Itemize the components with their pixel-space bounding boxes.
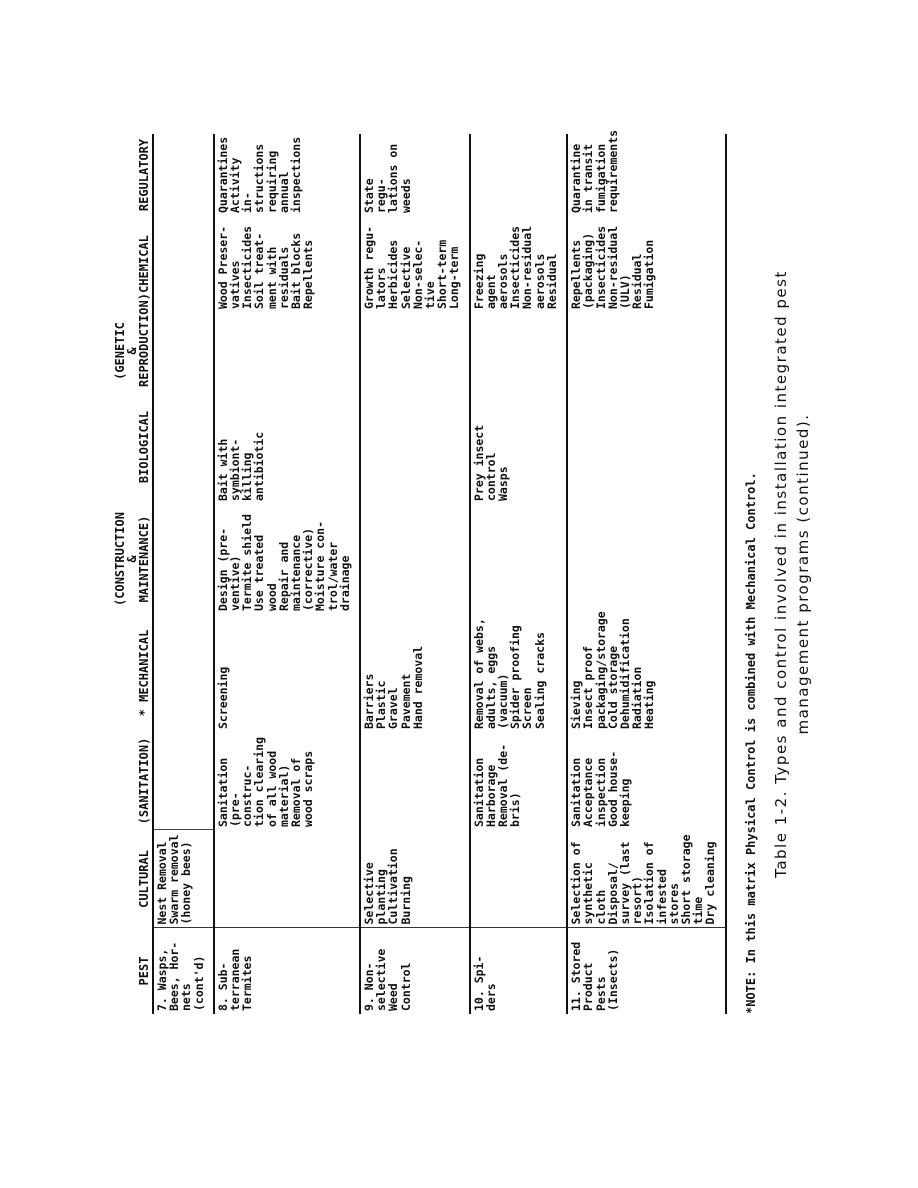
cell-genetic (360, 312, 470, 390)
footnote: *NOTE: In this matrix Physical Control is combined with Mechanical Control. (744, 472, 758, 1014)
caption-line-1: Table 1-2. Types and control involved in installation integrated pest (772, 270, 790, 878)
cell-chemical: Growth regu- lators Herbicides Selective Non-selec- tive Short-term Long-term (360, 216, 470, 312)
cell-regulatory (470, 134, 567, 216)
header-pest: PEST (114, 928, 153, 1014)
cell-construction (567, 504, 725, 614)
cell-construction: Design (pre- ventive) Termite shield Use treated wood Repair and maintenance (corrective) Moisture con- trol/water drainage (214, 504, 360, 614)
cell-chemical: Repellents (packaging) Insecticides Non-residual (ULV) Residual Fumigation (567, 216, 725, 312)
cell-genetic (567, 312, 725, 390)
header-biological: BIOLOGICAL (114, 390, 153, 504)
header-cultural: CULTURAL (114, 830, 153, 928)
table-caption (770, 134, 814, 1014)
cell-biological (153, 390, 214, 504)
cell-mechanical: Sieving Insect proof packaging/storage Cold storage Dehumidification Radiation Heating (567, 614, 725, 732)
cell-sanitation: Sanitation Harborage Removal (de- bris) (470, 732, 567, 830)
cell-mechanical: Barriers Plastic Gravel Pavement Hand removal (360, 614, 470, 732)
cell-genetic (470, 312, 567, 390)
table-row (567, 134, 725, 1014)
caption-line-2: management programs (continued). (794, 413, 812, 735)
cell-chemical: Wood Preser- vatives Insecticides Soil treat- ment with residuals Bait blocks Repellents (214, 216, 360, 312)
table-row (360, 134, 470, 1014)
control-matrix-table (113, 129, 727, 1014)
cell-genetic (153, 312, 214, 390)
cell-biological (360, 390, 470, 504)
cell-construction (470, 504, 567, 614)
cell-genetic (214, 312, 360, 390)
cell-pest: 9. Non- selective Weed Control (360, 928, 470, 1014)
table-row (153, 134, 214, 1014)
cell-mechanical: Screening (214, 614, 360, 732)
table-row (214, 134, 360, 1014)
header-construction: (CONSTRUCTION & MAINTENANCE) (114, 504, 153, 614)
cell-biological: Bait with symbiont-killing antibiotic (214, 390, 360, 504)
cell-construction (360, 504, 470, 614)
cell-chemical (153, 216, 214, 312)
header-chemical: CHEMICAL (114, 216, 153, 312)
table-row (470, 134, 567, 1014)
cell-sanitation (153, 732, 214, 830)
cell-cultural: Selective planting Cultivation Burning (360, 830, 470, 928)
cell-construction (153, 504, 214, 614)
cell-mechanical: Removal of webs, adults, eggs (vacuum) Spider proofing Screen Sealing cracks (470, 614, 567, 732)
cell-sanitation: Sanitation Acceptance inspection Good house- keeping (567, 732, 725, 830)
cell-mechanical (153, 614, 214, 732)
cell-pest: 8. Sub- terranean Termites (214, 928, 360, 1014)
cell-cultural (214, 830, 360, 928)
cell-pest: 10. Spi- ders (470, 928, 567, 1014)
header-sanitation: (SANITATION) (114, 732, 153, 830)
cell-cultural: Selection of synthetic cloth Disposal/ survey (last resort) Isolation of infested stores Short storage time Dry cleaning (567, 830, 725, 928)
cell-pest: 7. Wasps, Bees, Hor- nets (cont'd) (153, 928, 214, 1014)
cell-sanitation: Sanitation (pre-construc- tion clearing of all wood material) Removal of wood scraps (214, 732, 360, 830)
cell-regulatory: Quarantine in transit fumigation requirements (567, 134, 725, 216)
cell-biological: Prey insect control Wasps (470, 390, 567, 504)
cell-sanitation (360, 732, 470, 830)
header-row (114, 134, 153, 1014)
cell-cultural (470, 830, 567, 928)
cell-cultural: Nest Removal Swarm removal (honey bees) (153, 830, 214, 928)
cell-regulatory: State regu- lations on weeds (360, 134, 470, 216)
cell-chemical: Freezing agent aerosols Insecticides Non-residual aerosols Residual (470, 216, 567, 312)
cell-biological (567, 390, 725, 504)
header-regulatory: REGULATORY (114, 134, 153, 216)
cell-regulatory: Quarantines Activity in- structions requiring annual inspections (214, 134, 360, 216)
header-mechanical: * MECHANICAL (114, 614, 153, 732)
cell-pest: 11. Stored Product Pests (Insects) (567, 928, 725, 1014)
header-genetic: (GENETIC & REPRODUCTION) (114, 312, 153, 390)
cell-regulatory (153, 134, 214, 216)
